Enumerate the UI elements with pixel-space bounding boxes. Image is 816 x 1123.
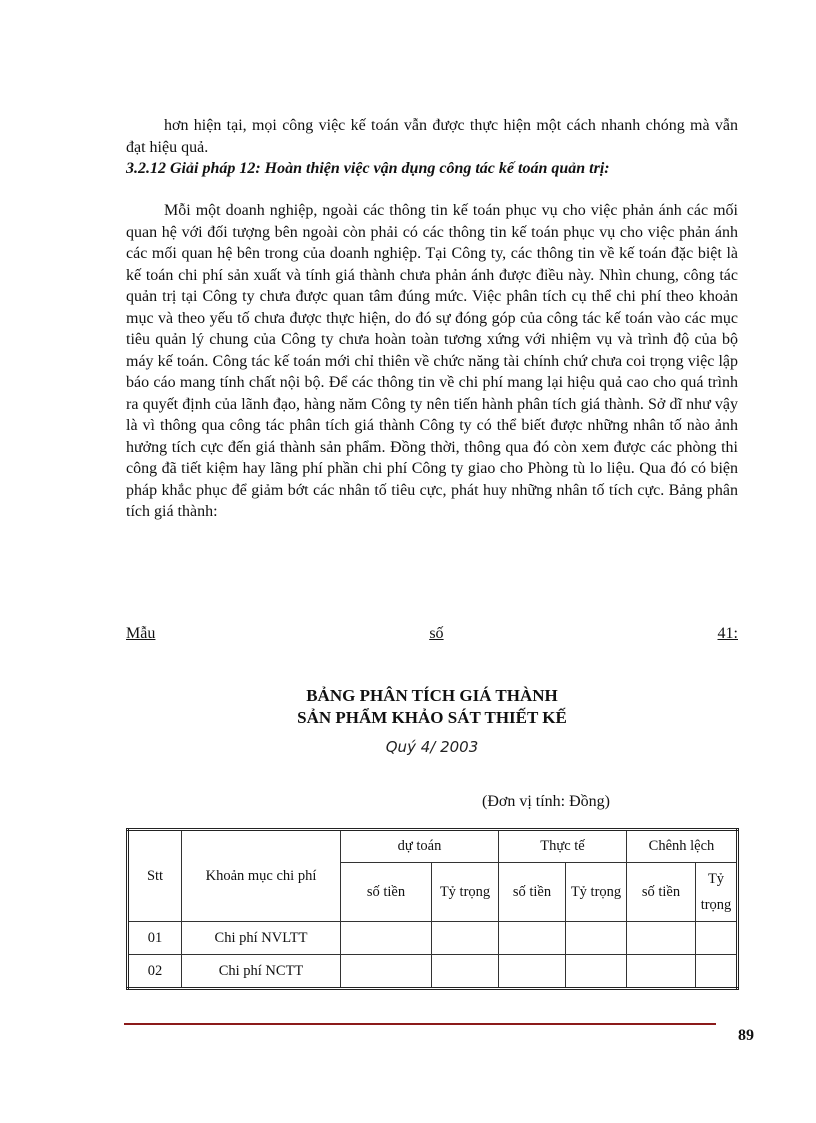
row-item: Chi phí NCTT: [182, 955, 341, 989]
cell-empty: [696, 955, 738, 989]
cell-empty: [341, 922, 432, 955]
row-item: Chi phí NVLTT: [182, 922, 341, 955]
header-item: Khoản mục chi phí: [182, 830, 341, 922]
table-header-row-1: [128, 830, 738, 863]
cell-empty: [627, 955, 696, 989]
header-stt: Stt: [128, 830, 182, 922]
table-period: Quý 4/ 2003: [385, 738, 479, 756]
section-heading: 3.2.12 Giải pháp 12: Hoàn thiện việc vận dụng công tác kế toán quản trị:: [126, 160, 610, 177]
header-estimate: dự toán: [341, 830, 499, 863]
header-estimate-ratio: Tỷ trọng: [432, 863, 499, 922]
cost-analysis-table: [126, 828, 739, 990]
header-actual-amount: số tiền: [499, 863, 566, 922]
form-number-line: [126, 625, 738, 643]
header-difference: Chênh lệch: [627, 830, 738, 863]
paragraph-body: Mỗi một doanh nghiệp, ngoài các thông tin kế toán phục vụ cho việc phản ánh các mối quan hệ với đối tượng bên ngoài còn phải có các thông tin kế toán phục vụ cho việc phản ánh các mối quan hệ bên trong của doanh nghiệp. Tại Công ty, các thông tin về kế toán đặc biệt là kế toán chi phí sản xuất và tính giá thành chưa phản ánh được điều này. Nhìn chung, công tác quản trị tại Công ty chưa được quan tâm đúng mức. Việc phân tích cụ thể chi phí theo khoản mục và theo yếu tố chưa được thực hiện, do đó sự đóng góp của công tác kế toán vào các mục tiêu quản lý chung của Công ty chưa hoàn toàn tương xứng với nhiệm vụ và trình độ của bộ máy kế toán. Công tác kế toán mới chỉ thiên về chức năng tài chính chứ chưa coi trọng việc lập báo cáo mang tính chất nội bộ. Để các thông tin về chi phí mang lại hiệu quả cao cho quá trình ra quyết định của lãnh đạo, hàng năm Công ty nên tiến hành phân tích giá thành. Sở dĩ như vậy là vì thông qua công tác phân tích giá thành Công ty có thể biết được những nhân tố nào ảnh hưởng tích cực đến giá thành sản phẩm. Đồng thời, thông qua đó còn xem được các phòng thi công đã tiết kiệm hay lãng phí phần chi phí Công ty giao cho Phòng tù lo liệu. Qua đó có biện pháp khắc phục để giảm bớt các nhân tố tiêu cực, phát huy những nhân tố tích cực. Bảng phân tích giá thành:: [126, 202, 738, 520]
cell-empty: [566, 922, 627, 955]
cell-empty: [341, 955, 432, 989]
cell-empty: [627, 922, 696, 955]
form-label-mau: Mẫu: [126, 625, 156, 642]
footer-divider: [124, 1023, 716, 1025]
cell-empty: [432, 922, 499, 955]
header-actual-ratio: Tỷ trọng: [566, 863, 627, 922]
row-stt: 01: [128, 922, 182, 955]
cell-empty: [696, 922, 738, 955]
form-label-number: 41:: [717, 625, 738, 642]
table-row: [128, 955, 738, 989]
table-title-line2: SẢN PHẨM KHẢO SÁT THIẾT KẾ: [297, 708, 567, 727]
table-row: [128, 922, 738, 955]
unit-note: (Đơn vị tính: Đồng): [482, 793, 611, 810]
row-stt: 02: [128, 955, 182, 989]
page-number: 89: [738, 1027, 754, 1044]
header-difference-amount: số tiền: [627, 863, 696, 922]
header-difference-ratio: Tỷ trọng: [696, 863, 738, 922]
table-title-line1: BẢNG PHÂN TÍCH GIÁ THÀNH: [306, 686, 558, 705]
form-label-so: số: [429, 625, 444, 642]
cell-empty: [566, 955, 627, 989]
cell-empty: [499, 922, 566, 955]
cell-empty: [499, 955, 566, 989]
header-actual: Thực tế: [499, 830, 627, 863]
paragraph-intro: hơn hiện tại, mọi công việc kế toán vẫn được thực hiện một cách nhanh chóng mà vẫn đạt hiệu quả.: [126, 117, 738, 156]
header-estimate-amount: số tiền: [341, 863, 432, 922]
cell-empty: [432, 955, 499, 989]
